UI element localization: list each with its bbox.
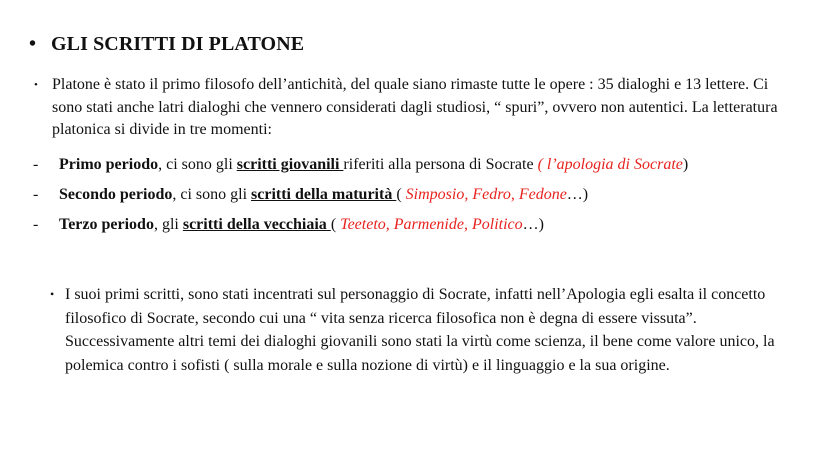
period-item-terzo	[33, 213, 813, 243]
period-label: Terzo periodo	[59, 216, 154, 233]
period-close: …)	[566, 186, 589, 203]
second-paragraph	[50, 283, 780, 377]
second-bullet: •	[50, 287, 55, 301]
period-mid: , ci sono gli	[172, 186, 252, 203]
period-text	[59, 213, 544, 237]
period-dash: -	[33, 186, 39, 203]
period-examples: Teeteto, Parmenide, Politico	[340, 216, 523, 233]
period-close: …)	[522, 216, 544, 233]
period-works: scritti della vecchiaia	[182, 216, 331, 233]
period-after: (	[396, 186, 406, 203]
intro-paragraph	[34, 74, 794, 142]
intro-bullet: •	[34, 79, 38, 91]
period-after: (	[330, 216, 341, 233]
slide-title	[29, 33, 304, 56]
period-after: riferiti alla persona di Socrate	[343, 156, 538, 173]
period-item-secondo	[33, 183, 813, 213]
period-close: )	[682, 156, 689, 173]
period-label: Secondo periodo	[59, 186, 173, 203]
period-dash: -	[33, 156, 39, 173]
period-examples: Simposio, Fedro, Fedone	[405, 186, 567, 203]
period-text	[59, 153, 688, 177]
period-examples: ( l’apologia di Socrate	[537, 156, 683, 173]
period-dash: -	[33, 216, 39, 233]
period-text	[59, 183, 588, 207]
period-mid: , ci sono gli	[158, 156, 237, 173]
period-works: scritti della maturità	[251, 186, 397, 203]
title-text: GLI SCRITTI DI PLATONE	[51, 33, 305, 55]
period-label: Primo periodo	[59, 156, 159, 173]
period-item-primo	[33, 153, 813, 183]
period-mid: , gli	[153, 216, 183, 233]
period-works: scritti giovanili	[236, 156, 344, 173]
periods-list	[33, 153, 813, 243]
second-text: I suoi primi scritti, sono stati incentrati sul personaggio di Socrate, infatti nell’Apologia egli esalta il concetto filosofico di Socrate, secondo cui una “ vita senza ricerca filosofica non è degna di essere vissuta”. Successivamente altri temi dei dialoghi giovanili sono stati la virtù come scienza, il bene come valore unico, la polemica contro i sofisti ( sulla morale e sulla nozione di virtù) e il linguaggio e la sua origine.	[65, 286, 775, 374]
intro-text: Platone è stato il primo filosofo dell’antichità, del quale siano rimaste tutte le opere : 35 dialoghi e 13 lettere. Ci sono stati anche latri dialoghi che vennero considerati dagli studiosi, “ spuri”, ovvero non autentici. La letteratura platonica si divide in tre momenti:	[52, 76, 778, 138]
title-bullet: •	[29, 33, 37, 55]
